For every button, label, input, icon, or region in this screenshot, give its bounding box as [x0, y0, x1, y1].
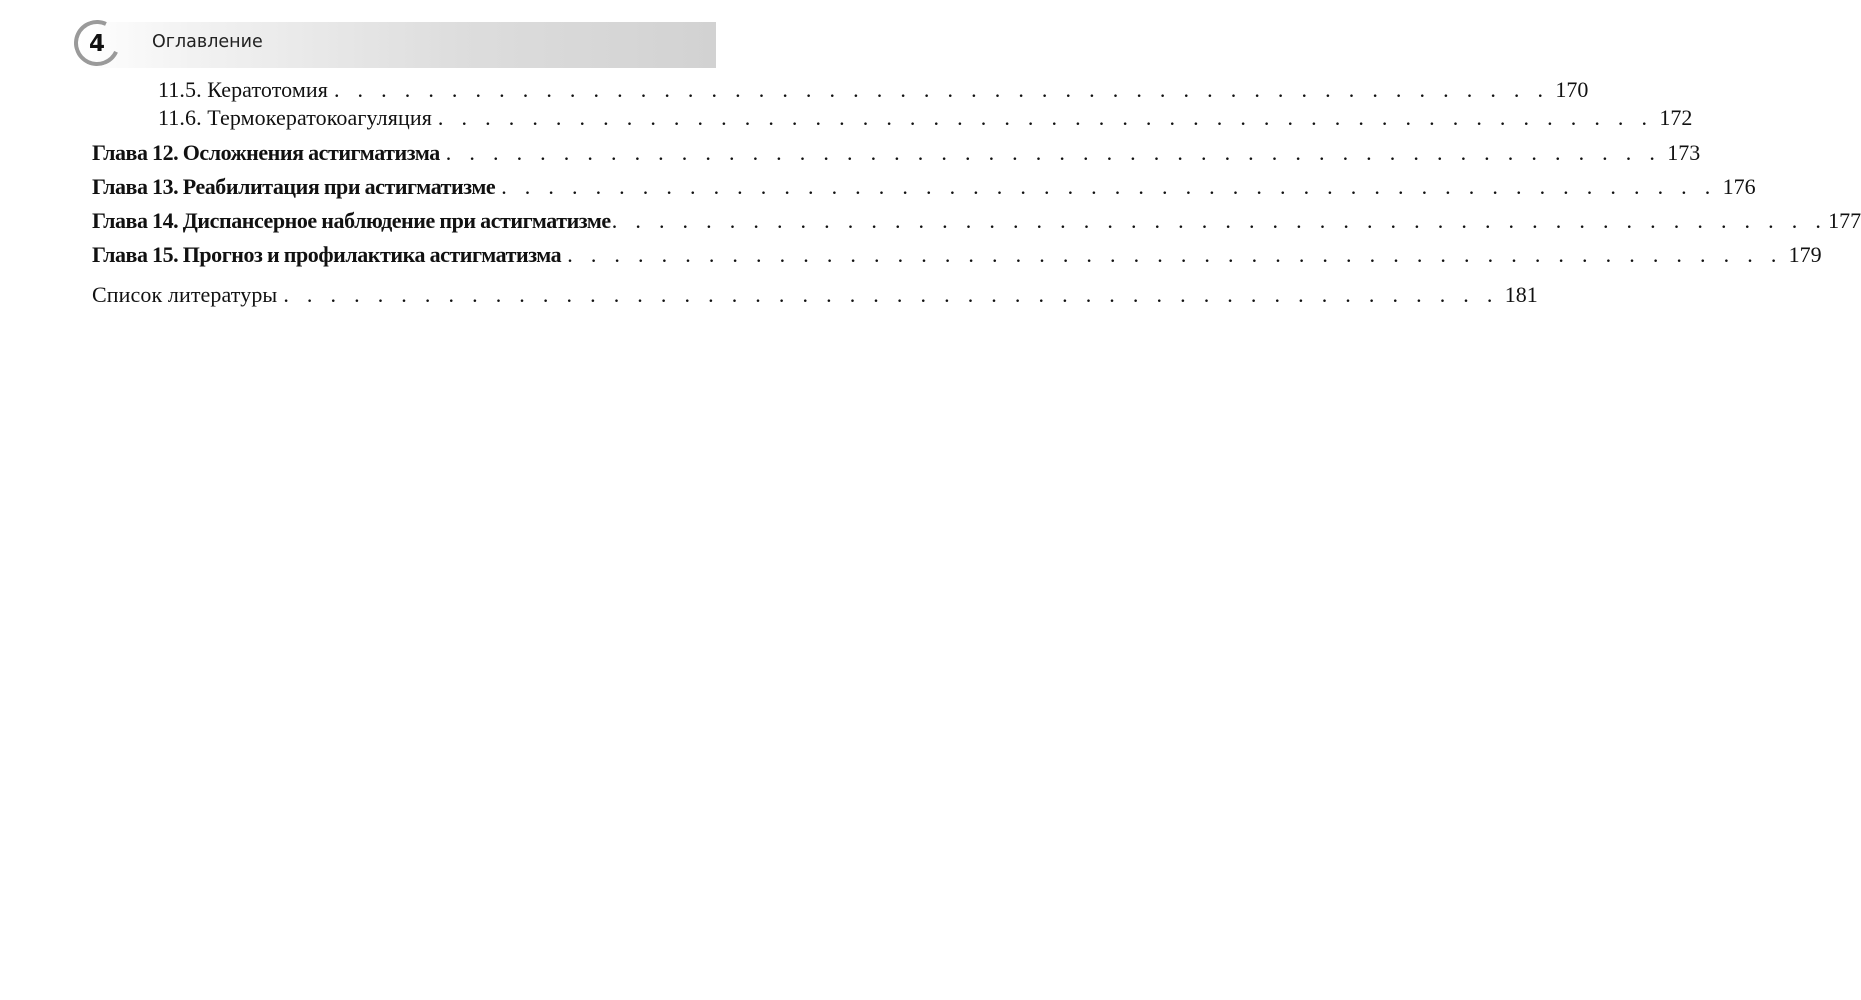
toc-entry-label: Глава 13. Реабилитация при астигматизме — [92, 174, 496, 199]
toc-entry-chapter-14[interactable] — [92, 207, 1861, 235]
toc-entry-label: Глава 12. Осложнения астигматизма — [92, 140, 440, 165]
toc-entry-label: 11.6. Термокератокоагуляция — [158, 105, 432, 130]
table-of-contents — [92, 76, 1861, 309]
dot-leader: . . . . . . . . . . . . . . . . . . . . . . . . . . . . . . . . . . . . . . . . . . . . . . . . . . . . — [437, 105, 1654, 130]
dot-leader: . . . . . . . . . . . . . . . . . . . . . . . . . . . . . . . . . . . . . . . . . . . . . . . . . . . . — [501, 174, 1717, 199]
toc-entry-section-11-6[interactable] — [92, 104, 1693, 132]
toc-entry-label: 11.5. Кератотомия — [158, 77, 328, 102]
toc-entry-references[interactable] — [92, 281, 1538, 309]
toc-entry-page: 181 — [1504, 282, 1538, 307]
toc-entry-chapter-12[interactable] — [92, 139, 1701, 167]
toc-entry-page: 176 — [1722, 174, 1756, 199]
toc-entry-chapter-13[interactable] — [92, 173, 1756, 201]
toc-entry-section-11-5[interactable] — [92, 76, 1589, 104]
toc-entry-label: Список литературы — [92, 282, 278, 307]
dot-leader: . . . . . . . . . . . . . . . . . . . . . . . . . . . . . . . . . . . . . . . . . . . . . . . . . . . . — [333, 77, 1550, 102]
dot-leader: . . . . . . . . . . . . . . . . . . . . . . . . . . . . . . . . . . . . . . . . . . . . . . . . . . . . — [567, 242, 1783, 267]
dot-leader: . . . . . . . . . . . . . . . . . . . . . . . . . . . . . . . . . . . . . . . . . . . . . . . . . . . . — [445, 140, 1662, 165]
dot-leader: . . . . . . . . . . . . . . . . . . . . . . . . . . . . . . . . . . . . . . . . . . . . . . . . . . . . — [611, 208, 1828, 233]
toc-entry-page: 172 — [1659, 105, 1693, 130]
toc-entry-page: 179 — [1788, 242, 1822, 267]
toc-entry-label: Глава 15. Прогноз и профилактика астигматизма — [92, 242, 562, 267]
toc-entry-page: 173 — [1667, 140, 1701, 165]
running-header-title: Оглавление — [152, 32, 263, 52]
dot-leader: . . . . . . . . . . . . . . . . . . . . . . . . . . . . . . . . . . . . . . . . . . . . . . . . . . . . — [283, 282, 1499, 307]
toc-entry-page: 170 — [1555, 77, 1589, 102]
toc-entry-page: 177 — [1828, 208, 1861, 233]
toc-entry-chapter-15[interactable] — [92, 241, 1822, 269]
toc-entry-label: Глава 14. Диспансерное наблюдение при астигматизме — [92, 208, 611, 233]
page-number: 4 — [88, 31, 105, 57]
